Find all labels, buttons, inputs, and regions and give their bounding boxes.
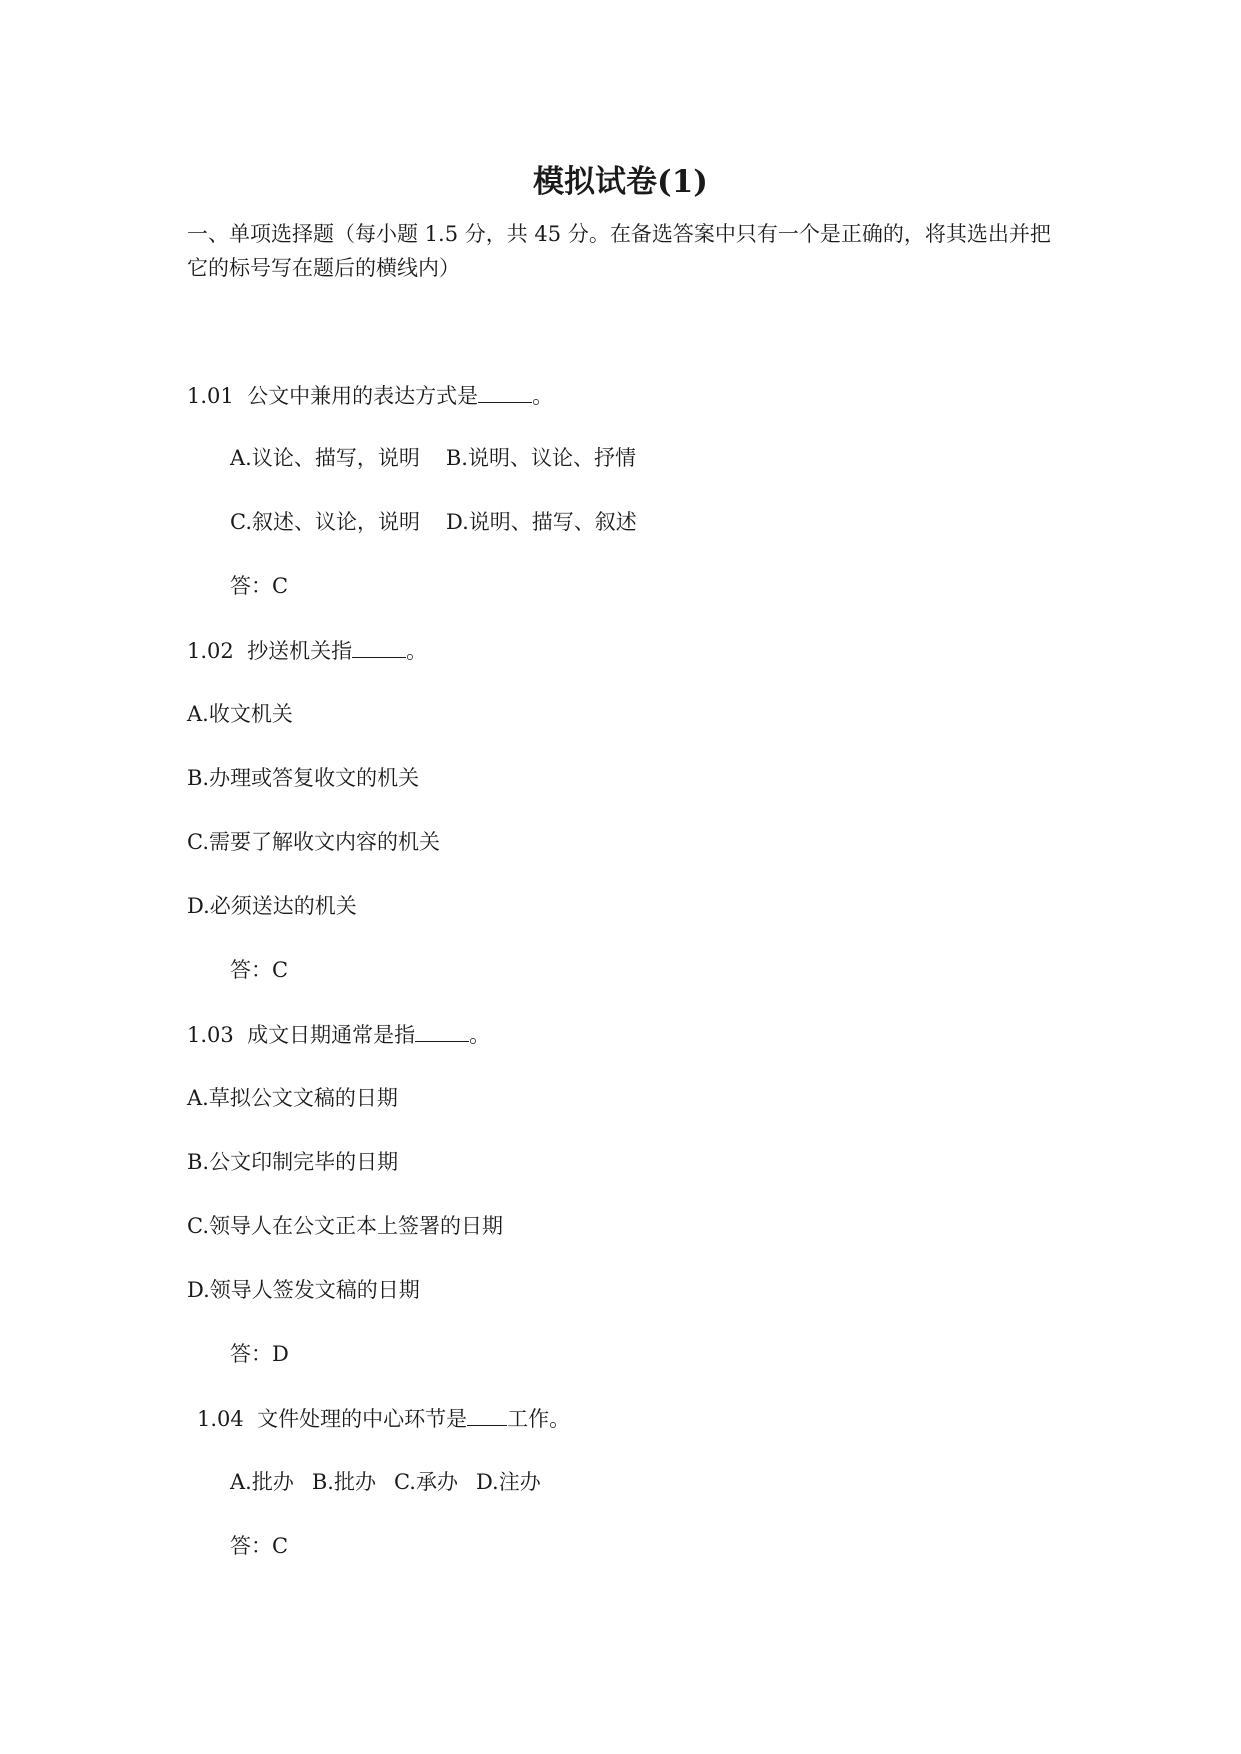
- answer-blank: [415, 1019, 469, 1042]
- question-text: 成文日期通常是指: [247, 1023, 416, 1047]
- question-text: 抄送机关指: [247, 639, 353, 663]
- question-1-options-row-1: [230, 443, 636, 473]
- option-b: B.办理或答复收文的机关: [187, 766, 420, 790]
- question-text-end: 。: [406, 639, 428, 663]
- option-c: C.需要了解收文内容的机关: [187, 830, 440, 854]
- option-d: D.必须送达的机关: [187, 894, 357, 918]
- question-text: 公文中兼用的表达方式是: [247, 384, 479, 408]
- question-number: 1.02: [187, 639, 234, 663]
- option-b: B.公文印制完毕的日期: [187, 1150, 399, 1174]
- answer-blank: [478, 380, 532, 403]
- question-4-options: [230, 1467, 541, 1497]
- question-1-options-row-2: [230, 507, 637, 537]
- option-b: B.说明、议论、抒情: [445, 446, 636, 470]
- option-c: C.承办: [393, 1470, 458, 1494]
- question-number: 1.03: [187, 1023, 234, 1047]
- question-3-answer: 答：D: [230, 1342, 289, 1366]
- answer-blank: [352, 635, 406, 658]
- question-3-stem: [187, 1019, 490, 1050]
- option-d: D.注办: [475, 1470, 541, 1494]
- page-title: 模拟试卷(1): [533, 164, 708, 200]
- option-c: C.领导人在公文正本上签署的日期: [187, 1214, 503, 1238]
- option-d: D.说明、描写、叙述: [446, 510, 637, 534]
- question-2-answer: 答：C: [230, 958, 289, 982]
- section-instructions: 一、单项选择题（每小题 1.5 分，共 45 分。在备选答案中只有一个是正确的，将其选出并把它的标号写在题后的横线内）: [187, 222, 1051, 280]
- question-4-answer: 答：C: [230, 1534, 289, 1558]
- question-number: 1.01: [187, 384, 234, 408]
- question-text: 文件处理的中心环节是: [257, 1407, 468, 1431]
- question-1-stem: [187, 380, 553, 411]
- question-1-answer: 答：C: [230, 574, 289, 598]
- question-4-stem: [197, 1403, 570, 1434]
- question-text-end: 。: [532, 384, 554, 408]
- question-text-end: 。: [469, 1023, 491, 1047]
- option-c: C.叙述、议论，说明: [230, 510, 420, 534]
- option-d: D.领导人签发文稿的日期: [187, 1278, 420, 1302]
- question-2-stem: [187, 635, 427, 666]
- option-a: A.批办: [230, 1470, 294, 1494]
- question-number: 1.04: [197, 1407, 244, 1431]
- option-a: A.收文机关: [187, 702, 293, 726]
- option-a: A.议论、描写，说明: [230, 446, 420, 470]
- answer-blank: [467, 1403, 507, 1426]
- option-b: B.批办: [311, 1470, 376, 1494]
- option-a: A.草拟公文文稿的日期: [187, 1086, 398, 1110]
- question-text-end: 工作。: [507, 1407, 571, 1431]
